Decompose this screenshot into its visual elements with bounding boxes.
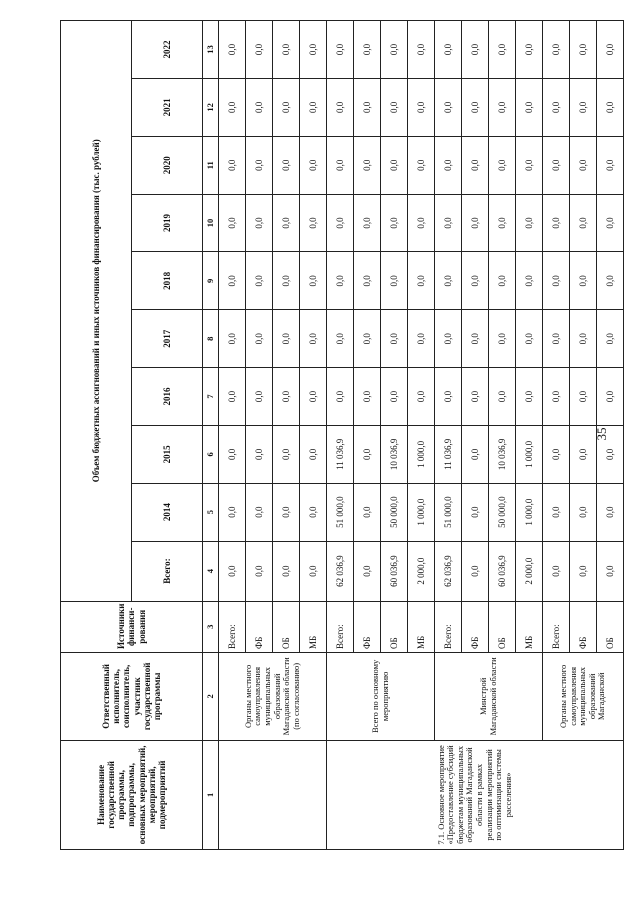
funding-source-cell: МБ — [408, 601, 435, 652]
value-cell: 0,0 — [570, 425, 597, 483]
header-funding-source: Источники финанси-рования — [61, 601, 203, 652]
value-cell: 60 036,9 — [381, 541, 408, 601]
value-cell: 0,0 — [570, 483, 597, 541]
value-cell: 0,0 — [489, 194, 516, 252]
value-cell: 0,0 — [246, 483, 273, 541]
value-cell: 0,0 — [489, 78, 516, 136]
value-cell: 10 036,9 — [381, 425, 408, 483]
column-number: 5 — [203, 483, 219, 541]
header-year: 2022 — [132, 21, 203, 79]
value-cell: 0,0 — [300, 252, 327, 310]
value-cell: 0,0 — [381, 21, 408, 79]
funding-source-cell: Всего: — [219, 601, 246, 652]
value-cell: 0,0 — [570, 136, 597, 194]
value-cell: 0,0 — [219, 310, 246, 368]
value-cell: 0,0 — [219, 78, 246, 136]
value-cell: 0,0 — [246, 310, 273, 368]
column-number: 9 — [203, 252, 219, 310]
value-cell: 50 000,0 — [381, 483, 408, 541]
value-cell: 0,0 — [354, 425, 381, 483]
value-cell: 0,0 — [543, 194, 570, 252]
program-name-cell: 7.1. Основное мероприятие «Предоставление субсидий бюджетам муниципальных образований Магаданской области в рамках реализации мероприятий по оптимизации системы расселения» — [327, 740, 624, 849]
value-cell: 0,0 — [408, 194, 435, 252]
funding-source-cell: ФБ — [462, 601, 489, 652]
value-cell: 0,0 — [570, 194, 597, 252]
value-cell: 0,0 — [435, 252, 462, 310]
header-year: 2019 — [132, 194, 203, 252]
value-cell: 0,0 — [300, 136, 327, 194]
executor-cell: Органы местного самоуправления муниципальных образований Магаданской области (по согласованию) — [219, 652, 327, 740]
table-row — [219, 21, 246, 850]
value-cell: 0,0 — [300, 78, 327, 136]
value-cell: 0,0 — [354, 136, 381, 194]
value-cell: 62 036,9 — [435, 541, 462, 601]
value-cell: 0,0 — [354, 194, 381, 252]
value-cell: 0,0 — [570, 252, 597, 310]
value-cell: 0,0 — [408, 21, 435, 79]
value-cell: 11 036,9 — [435, 425, 462, 483]
value-cell: 0,0 — [543, 310, 570, 368]
header-row-top — [61, 21, 132, 850]
value-cell: 0,0 — [489, 310, 516, 368]
header-funding-title: Объем бюджетных ассигнований и иных источников финансирования (тыс. рублей) — [61, 21, 132, 602]
header-year: 2016 — [132, 368, 203, 426]
column-number: 10 — [203, 194, 219, 252]
column-number: 3 — [203, 601, 219, 652]
column-number: 6 — [203, 425, 219, 483]
value-cell: 0,0 — [462, 310, 489, 368]
value-cell: 0,0 — [300, 425, 327, 483]
value-cell: 0,0 — [327, 194, 354, 252]
value-cell: 0,0 — [435, 194, 462, 252]
column-number: 1 — [203, 740, 219, 849]
value-cell: 0,0 — [597, 368, 624, 426]
value-cell: 0,0 — [408, 368, 435, 426]
value-cell: 0,0 — [597, 425, 624, 483]
value-cell: 0,0 — [543, 252, 570, 310]
value-cell: 50 000,0 — [489, 483, 516, 541]
value-cell: 0,0 — [246, 21, 273, 79]
value-cell: 0,0 — [543, 368, 570, 426]
header-year: 2015 — [132, 425, 203, 483]
value-cell: 0,0 — [354, 483, 381, 541]
value-cell: 51 000,0 — [435, 483, 462, 541]
program-name-cell — [219, 740, 327, 849]
value-cell: 0,0 — [381, 194, 408, 252]
value-cell: 0,0 — [408, 78, 435, 136]
header-year: 2018 — [132, 252, 203, 310]
value-cell: 0,0 — [273, 368, 300, 426]
header-year: 2021 — [132, 78, 203, 136]
value-cell: 0,0 — [543, 483, 570, 541]
value-cell: 0,0 — [435, 368, 462, 426]
value-cell: 1 000,0 — [408, 425, 435, 483]
value-cell: 0,0 — [354, 21, 381, 79]
financing-table — [60, 20, 624, 850]
value-cell: 0,0 — [354, 252, 381, 310]
value-cell: 0,0 — [516, 21, 543, 79]
table-row — [327, 21, 354, 850]
value-cell: 0,0 — [300, 310, 327, 368]
column-number: 8 — [203, 310, 219, 368]
value-cell: 0,0 — [354, 541, 381, 601]
value-cell: 0,0 — [327, 78, 354, 136]
header-executor: Ответственный исполнитель, соисполнитель, участник государственной программы — [61, 652, 203, 740]
funding-source-cell: ОБ — [489, 601, 516, 652]
value-cell: 0,0 — [516, 194, 543, 252]
column-number: 12 — [203, 78, 219, 136]
page-number: 35 — [594, 427, 609, 441]
funding-source-cell: Всего: — [543, 601, 570, 652]
funding-source-cell: ОБ — [381, 601, 408, 652]
value-cell: 0,0 — [516, 78, 543, 136]
value-cell: 0,0 — [327, 252, 354, 310]
value-cell: 1 000,0 — [408, 483, 435, 541]
value-cell: 0,0 — [597, 21, 624, 79]
value-cell: 0,0 — [246, 541, 273, 601]
value-cell: 0,0 — [408, 252, 435, 310]
column-number: 4 — [203, 541, 219, 601]
executor-cell: Органы местного самоуправления муниципальных образований Магаданской — [543, 652, 624, 740]
value-cell: 0,0 — [381, 136, 408, 194]
value-cell: 0,0 — [570, 368, 597, 426]
header-total: Всего: — [132, 541, 203, 601]
value-cell: 0,0 — [273, 194, 300, 252]
value-cell: 0,0 — [462, 252, 489, 310]
value-cell: 0,0 — [489, 136, 516, 194]
executor-cell: Всего по основному мероприятию — [327, 652, 435, 740]
value-cell: 0,0 — [543, 78, 570, 136]
column-number: 7 — [203, 368, 219, 426]
value-cell: 0,0 — [381, 310, 408, 368]
value-cell: 0,0 — [489, 368, 516, 426]
value-cell: 0,0 — [597, 541, 624, 601]
value-cell: 0,0 — [516, 368, 543, 426]
table-row — [543, 21, 570, 850]
value-cell: 2 000,0 — [516, 541, 543, 601]
value-cell: 0,0 — [273, 425, 300, 483]
value-cell: 0,0 — [489, 252, 516, 310]
value-cell: 0,0 — [408, 136, 435, 194]
value-cell: 0,0 — [273, 310, 300, 368]
rotated-table-wrapper — [60, 20, 624, 850]
value-cell: 0,0 — [516, 310, 543, 368]
column-number: 13 — [203, 21, 219, 79]
value-cell: 0,0 — [462, 483, 489, 541]
value-cell: 0,0 — [273, 21, 300, 79]
value-cell: 0,0 — [462, 194, 489, 252]
funding-source-cell: ФБ — [570, 601, 597, 652]
value-cell: 2 000,0 — [408, 541, 435, 601]
value-cell: 0,0 — [381, 78, 408, 136]
value-cell: 0,0 — [597, 194, 624, 252]
column-number-row — [203, 21, 219, 850]
value-cell: 0,0 — [516, 136, 543, 194]
value-cell: 0,0 — [219, 252, 246, 310]
value-cell: 0,0 — [273, 483, 300, 541]
funding-source-cell: Всего: — [435, 601, 462, 652]
header-year: 2017 — [132, 310, 203, 368]
value-cell: 0,0 — [246, 425, 273, 483]
value-cell: 0,0 — [219, 483, 246, 541]
value-cell: 0,0 — [219, 425, 246, 483]
value-cell: 0,0 — [435, 136, 462, 194]
funding-source-cell: ОБ — [597, 601, 624, 652]
column-number: 2 — [203, 652, 219, 740]
column-number: 11 — [203, 136, 219, 194]
value-cell: 0,0 — [300, 21, 327, 79]
value-cell: 0,0 — [570, 310, 597, 368]
value-cell: 0,0 — [597, 310, 624, 368]
value-cell: 51 000,0 — [327, 483, 354, 541]
value-cell: 0,0 — [327, 368, 354, 426]
funding-source-cell: ОБ — [273, 601, 300, 652]
value-cell: 0,0 — [570, 21, 597, 79]
value-cell: 0,0 — [435, 310, 462, 368]
executor-cell: Минстрой Магаданской области — [435, 652, 543, 740]
value-cell: 0,0 — [273, 541, 300, 601]
value-cell: 0,0 — [462, 78, 489, 136]
value-cell: 0,0 — [246, 136, 273, 194]
value-cell: 0,0 — [354, 368, 381, 426]
value-cell: 11 036,9 — [327, 425, 354, 483]
value-cell: 0,0 — [408, 310, 435, 368]
value-cell: 0,0 — [543, 21, 570, 79]
value-cell: 0,0 — [354, 78, 381, 136]
value-cell: 0,0 — [381, 368, 408, 426]
value-cell: 0,0 — [219, 136, 246, 194]
value-cell: 0,0 — [246, 368, 273, 426]
value-cell: 0,0 — [570, 541, 597, 601]
value-cell: 10 036,9 — [489, 425, 516, 483]
value-cell: 0,0 — [435, 21, 462, 79]
value-cell: 0,0 — [246, 78, 273, 136]
header-year: 2020 — [132, 136, 203, 194]
value-cell: 0,0 — [219, 21, 246, 79]
value-cell: 0,0 — [543, 136, 570, 194]
value-cell: 0,0 — [300, 194, 327, 252]
value-cell: 0,0 — [300, 483, 327, 541]
table-body — [219, 21, 624, 850]
value-cell: 0,0 — [327, 136, 354, 194]
value-cell: 0,0 — [516, 252, 543, 310]
value-cell: 0,0 — [543, 541, 570, 601]
funding-source-cell: Всего: — [327, 601, 354, 652]
value-cell: 0,0 — [219, 368, 246, 426]
value-cell: 0,0 — [327, 310, 354, 368]
value-cell: 0,0 — [435, 78, 462, 136]
value-cell: 0,0 — [543, 425, 570, 483]
value-cell: 0,0 — [219, 194, 246, 252]
value-cell: 0,0 — [381, 252, 408, 310]
funding-source-cell: ФБ — [354, 601, 381, 652]
value-cell: 1 000,0 — [516, 483, 543, 541]
value-cell: 0,0 — [300, 368, 327, 426]
value-cell: 0,0 — [462, 425, 489, 483]
value-cell: 0,0 — [300, 541, 327, 601]
value-cell: 0,0 — [273, 78, 300, 136]
value-cell: 0,0 — [462, 368, 489, 426]
value-cell: 0,0 — [597, 136, 624, 194]
value-cell: 0,0 — [246, 194, 273, 252]
value-cell: 0,0 — [327, 21, 354, 79]
value-cell: 0,0 — [462, 541, 489, 601]
funding-source-cell: МБ — [300, 601, 327, 652]
value-cell: 1 000,0 — [516, 425, 543, 483]
value-cell: 0,0 — [462, 136, 489, 194]
value-cell: 0,0 — [462, 21, 489, 79]
value-cell: 62 036,9 — [327, 541, 354, 601]
value-cell: 0,0 — [354, 310, 381, 368]
funding-source-cell: МБ — [516, 601, 543, 652]
value-cell: 0,0 — [597, 78, 624, 136]
value-cell: 0,0 — [597, 483, 624, 541]
value-cell: 60 036,9 — [489, 541, 516, 601]
table-row — [435, 21, 462, 850]
value-cell: 0,0 — [489, 21, 516, 79]
value-cell: 0,0 — [246, 252, 273, 310]
value-cell: 0,0 — [570, 78, 597, 136]
funding-source-cell: ФБ — [246, 601, 273, 652]
header-year: 2014 — [132, 483, 203, 541]
value-cell: 0,0 — [597, 252, 624, 310]
value-cell: 0,0 — [219, 541, 246, 601]
header-program-name: Наименование государственной программы, подпрограммы, основных мероприятий, мероприятий, подмероприятий — [61, 740, 203, 849]
value-cell: 0,0 — [273, 136, 300, 194]
value-cell: 0,0 — [273, 252, 300, 310]
